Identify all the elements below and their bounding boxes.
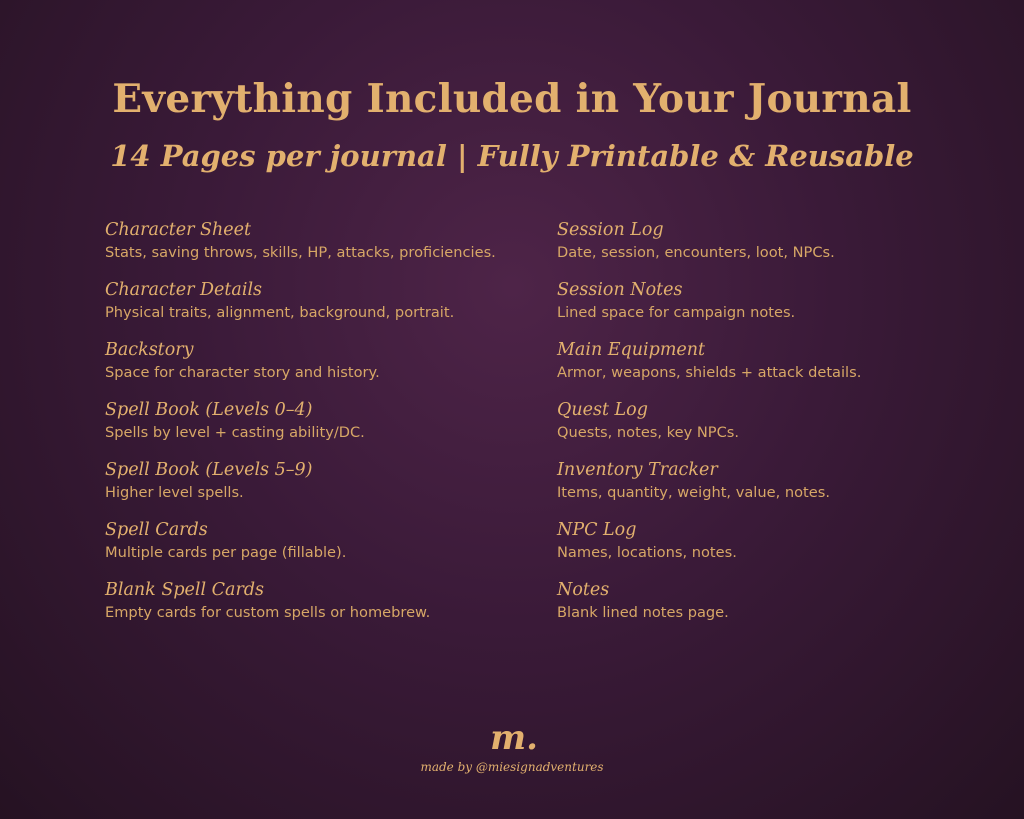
list-item (557, 218, 997, 263)
item-description: Blank lined notes page. (557, 604, 729, 621)
item-description: Empty cards for custom spells or homebrew. (105, 604, 431, 621)
item-description: Spells by level + casting ability/DC. (105, 424, 365, 441)
item-title: NPC Log (557, 520, 637, 540)
item-title: Session Log (557, 220, 664, 240)
list-item (557, 458, 997, 503)
item-title: Main Equipment (557, 340, 706, 360)
item-description: Items, quantity, weight, value, notes. (557, 484, 830, 501)
item-title: Character Details (105, 280, 263, 300)
page-title: Everything Included in Your Journal (112, 76, 912, 122)
list-item (557, 518, 997, 563)
item-title: Quest Log (557, 400, 648, 420)
item-description: Higher level spells. (105, 484, 244, 501)
footer-credit: made by @miesignadventures (420, 760, 604, 774)
item-description: Physical traits, alignment, background, portrait. (105, 304, 455, 321)
list-item (105, 398, 535, 443)
item-title: Inventory Tracker (557, 460, 718, 480)
item-title: Session Notes (557, 280, 683, 300)
right-column (557, 218, 997, 638)
item-description: Date, session, encounters, loot, NPCs. (557, 244, 835, 261)
page-subtitle: 14 Pages per journal | Fully Printable & Reusable (110, 139, 914, 173)
item-description: Multiple cards per page (fillable). (105, 544, 347, 561)
item-title: Backstory (105, 340, 194, 360)
list-item (105, 518, 535, 563)
list-item (105, 578, 535, 623)
list-item (557, 398, 997, 443)
list-item (105, 218, 535, 263)
item-description: Armor, weapons, shields + attack details. (557, 364, 862, 381)
left-column (105, 218, 535, 638)
list-item (105, 458, 535, 503)
list-item (557, 338, 997, 383)
list-item (105, 278, 535, 323)
item-description: Space for character story and history. (105, 364, 380, 381)
logo-text: m. (490, 718, 538, 758)
item-title: Spell Book (Levels 0–4) (105, 400, 313, 420)
item-description: Quests, notes, key NPCs. (557, 424, 740, 441)
item-description: Names, locations, notes. (557, 544, 737, 561)
item-description: Lined space for campaign notes. (557, 304, 796, 321)
list-item (105, 338, 535, 383)
list-item (557, 578, 997, 623)
item-description: Stats, saving throws, skills, HP, attacks, proficiencies. (105, 244, 496, 261)
item-title: Spell Book (Levels 5–9) (105, 460, 313, 480)
item-title: Spell Cards (105, 520, 208, 540)
item-title: Character Sheet (105, 220, 252, 240)
item-title: Blank Spell Cards (105, 580, 265, 600)
brand-logo-icon (484, 718, 544, 758)
item-title: Notes (557, 580, 610, 600)
list-item (557, 278, 997, 323)
